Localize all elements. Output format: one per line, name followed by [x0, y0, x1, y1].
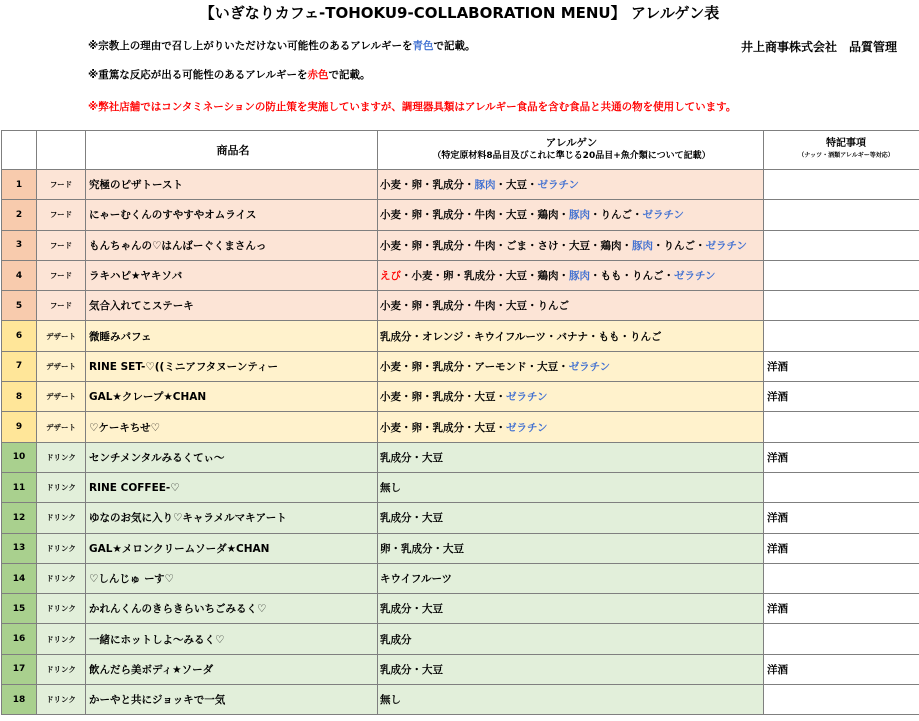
header-name: 商品名 — [86, 131, 378, 170]
header-allergen — [378, 131, 764, 170]
header-special-title: 特記事項 — [826, 138, 866, 149]
row-category: デザート — [37, 382, 86, 412]
row-category: フード — [37, 260, 86, 290]
row-category: ドリンク — [37, 472, 86, 502]
row-category: ドリンク — [37, 533, 86, 563]
header-category — [37, 131, 86, 170]
row-special-note: 洋酒 — [764, 351, 919, 381]
allergen-highlight-blue: ゼラチン — [506, 391, 548, 404]
row-product-name: RINE SET-♡((ミニアフタヌーンティー — [86, 351, 378, 381]
row-category: デザート — [37, 412, 86, 442]
table-row — [2, 594, 919, 624]
table-row — [2, 624, 919, 654]
row-product-name: RINE COFFEE-♡ — [86, 472, 378, 502]
allergen-text: 小麦・卵・乳成分・牛肉・大豆・りんご — [380, 300, 569, 313]
row-special-note: 洋酒 — [764, 503, 919, 533]
allergen-text: 小麦・卵・乳成分・牛肉・大豆・鶏肉・ — [380, 209, 569, 222]
row-product-name: GAL★メロンクリームソーダ★CHAN — [86, 533, 378, 563]
row-product-name: 気合入れてこステーキ — [86, 291, 378, 321]
table-row — [2, 685, 919, 715]
row-product-name: 微睡みパフェ — [86, 321, 378, 351]
row-category: ドリンク — [37, 594, 86, 624]
note-contamination: ※弊社店舗ではコンタミネーションの防止策を実施していますが、調理器具類はアレルギー食品を含む食品と共通の物を使用しています。 — [88, 101, 737, 113]
table-row — [2, 230, 919, 260]
note-religious-prefix: ※宗教上の理由で召し上がりいただけない可能性のあるアレルギーを — [88, 40, 413, 52]
table-row — [2, 503, 919, 533]
note-religious-em: 青色 — [412, 40, 434, 52]
row-special-note — [764, 321, 919, 351]
row-special-note — [764, 472, 919, 502]
allergen-text: ・大豆・ — [495, 179, 538, 192]
row-category: デザート — [37, 351, 86, 381]
header-no — [2, 131, 37, 170]
row-allergens — [378, 321, 764, 351]
allergen-text: 乳成分・大豆 — [380, 512, 443, 525]
row-allergens — [378, 563, 764, 593]
allergen-text: 小麦・卵・乳成分・アーモンド・大豆・ — [380, 360, 569, 373]
table-row — [2, 321, 919, 351]
table-row — [2, 351, 919, 381]
row-allergens — [378, 260, 764, 290]
row-category: デザート — [37, 321, 86, 351]
row-number: 10 — [2, 442, 37, 472]
row-category: フード — [37, 291, 86, 321]
table-row — [2, 170, 919, 200]
row-number: 18 — [2, 685, 37, 715]
row-allergens — [378, 624, 764, 654]
row-special-note — [764, 563, 919, 593]
row-special-note — [764, 624, 919, 654]
company-name: 井上商事株式会社 品質管理 — [740, 40, 897, 54]
row-number: 9 — [2, 412, 37, 442]
table-row — [2, 412, 919, 442]
row-allergens — [378, 200, 764, 230]
page-title: 【いぎなりカフェ-TOHOKU9-COLLABORATION MENU】 アレルゲン表 — [199, 4, 720, 22]
allergen-highlight-blue: 豚肉 — [474, 179, 496, 192]
row-number: 7 — [2, 351, 37, 381]
row-number: 5 — [2, 291, 37, 321]
row-allergens — [378, 654, 764, 684]
allergen-text: 小麦・卵・乳成分・大豆・ — [380, 391, 506, 404]
allergen-text: 小麦・卵・乳成分・牛肉・ごま・さけ・大豆・鶏肉・ — [380, 239, 632, 252]
row-category: ドリンク — [37, 654, 86, 684]
row-product-name: 究極のピザトースト — [86, 170, 378, 200]
allergen-highlight-blue: ゼラチン — [705, 239, 747, 252]
table-row — [2, 260, 919, 290]
row-number: 1 — [2, 170, 37, 200]
allergen-highlight-blue: ゼラチン — [537, 179, 579, 192]
row-special-note — [764, 291, 919, 321]
row-allergens — [378, 170, 764, 200]
row-number: 8 — [2, 382, 37, 412]
allergen-text: ・小麦・卵・乳成分・大豆・鶏肉・ — [401, 270, 569, 283]
row-allergens — [378, 412, 764, 442]
row-product-name: ♡ケーキちせ♡ — [86, 412, 378, 442]
row-number: 6 — [2, 321, 37, 351]
row-special-note — [764, 170, 919, 200]
row-special-note: 洋酒 — [764, 533, 919, 563]
row-category: ドリンク — [37, 685, 86, 715]
row-number: 2 — [2, 200, 37, 230]
row-product-name: ♡しんじゅ ーす♡ — [86, 563, 378, 593]
allergen-text: 無し — [380, 482, 401, 495]
row-allergens — [378, 382, 764, 412]
allergen-table — [1, 130, 919, 715]
row-allergens — [378, 291, 764, 321]
allergen-highlight-blue: 豚肉 — [569, 209, 590, 222]
table-row — [2, 563, 919, 593]
header-allergen-sub: （特定原材料8品目及びこれに準じる20品目+魚介類について記載） — [432, 151, 711, 161]
row-product-name: ラキハピ★ヤキソバ — [86, 260, 378, 290]
row-special-note — [764, 200, 919, 230]
row-category: ドリンク — [37, 624, 86, 654]
table-row — [2, 472, 919, 502]
note-severe-em: 赤色 — [307, 69, 329, 81]
row-number: 15 — [2, 594, 37, 624]
row-special-note: 洋酒 — [764, 442, 919, 472]
row-number: 4 — [2, 260, 37, 290]
row-allergens — [378, 351, 764, 381]
row-product-name: もんちゃんの♡はんばーぐくまさんっ — [86, 230, 378, 260]
row-product-name: センチメンタルみるくてぃ～ — [86, 442, 378, 472]
row-special-note — [764, 412, 919, 442]
header-special-sub: （ナッツ・酒類アレルギー等対応） — [798, 152, 894, 159]
table-header-row — [2, 131, 919, 170]
allergen-text: 乳成分 — [380, 633, 412, 646]
allergen-highlight-blue: ゼラチン — [506, 421, 548, 434]
table-row — [2, 200, 919, 230]
row-product-name: 一緒にホットしよ～みるく♡ — [86, 624, 378, 654]
row-category: フード — [37, 230, 86, 260]
row-number: 3 — [2, 230, 37, 260]
note-religious — [88, 38, 476, 54]
allergen-text: 小麦・卵・乳成分・ — [380, 179, 475, 192]
row-number: 13 — [2, 533, 37, 563]
note-severe-suffix: で記載。 — [328, 69, 371, 81]
note-severe — [88, 67, 371, 83]
allergen-text: ・もも・りんご・ — [590, 270, 674, 283]
table-row — [2, 442, 919, 472]
row-allergens — [378, 472, 764, 502]
allergen-text: 無し — [380, 694, 401, 707]
row-number: 16 — [2, 624, 37, 654]
allergen-text: ・りんご・ — [653, 239, 706, 252]
row-special-note: 洋酒 — [764, 382, 919, 412]
row-number: 17 — [2, 654, 37, 684]
table-body — [2, 170, 919, 715]
allergen-text: 乳成分・大豆 — [380, 603, 443, 616]
row-number: 14 — [2, 563, 37, 593]
allergen-highlight-blue: ゼラチン — [642, 209, 684, 222]
header-allergen-title: アレルゲン — [545, 137, 598, 149]
row-product-name: ゆなのお気に入り♡キャラメルマキアート — [86, 503, 378, 533]
row-category: フード — [37, 200, 86, 230]
allergen-highlight-blue: 豚肉 — [632, 239, 653, 252]
row-special-note — [764, 260, 919, 290]
row-special-note: 洋酒 — [764, 654, 919, 684]
row-product-name: にゃーむくんのすやすやオムライス — [86, 200, 378, 230]
row-allergens — [378, 594, 764, 624]
row-product-name: GAL★クレープ★CHAN — [86, 382, 378, 412]
row-product-name: かーやと共にジョッキで一気 — [86, 685, 378, 715]
row-category: ドリンク — [37, 563, 86, 593]
row-allergens — [378, 533, 764, 563]
note-religious-suffix: で記載。 — [433, 40, 476, 52]
row-special-note: 洋酒 — [764, 594, 919, 624]
row-category: ドリンク — [37, 503, 86, 533]
row-category: ドリンク — [37, 442, 86, 472]
row-special-note — [764, 230, 919, 260]
table-row — [2, 382, 919, 412]
allergen-text: キウイフルーツ — [380, 573, 453, 585]
allergen-highlight-blue: ゼラチン — [674, 270, 716, 283]
row-product-name: 飲んだら美ボディ★ソーダ — [86, 654, 378, 684]
row-special-note — [764, 685, 919, 715]
row-allergens — [378, 503, 764, 533]
row-category: フード — [37, 170, 86, 200]
allergen-text: 小麦・卵・乳成分・大豆・ — [380, 421, 506, 434]
allergen-text: 卵・乳成分・大豆 — [380, 542, 464, 555]
row-allergens — [378, 230, 764, 260]
row-product-name: かれんくんのきらきらいちごみるく♡ — [86, 594, 378, 624]
allergen-highlight-blue: ゼラチン — [568, 360, 611, 373]
allergen-text: 乳成分・大豆 — [380, 451, 443, 464]
table-row — [2, 291, 919, 321]
row-number: 12 — [2, 503, 37, 533]
row-allergens — [378, 442, 764, 472]
allergen-highlight-red: えび — [380, 270, 401, 283]
allergen-text: 乳成分・大豆 — [380, 663, 443, 676]
table-row — [2, 533, 919, 563]
header-special — [764, 131, 919, 170]
row-allergens — [378, 685, 764, 715]
allergen-highlight-blue: 豚肉 — [569, 270, 590, 283]
table-row — [2, 654, 919, 684]
allergen-text: 乳成分・オレンジ・キウイフルーツ・バナナ・もも・りんご — [380, 330, 662, 343]
allergen-text: ・りんご・ — [590, 209, 643, 222]
row-number: 11 — [2, 472, 37, 502]
note-severe-prefix: ※重篤な反応が出る可能性のあるアレルギーを — [88, 69, 308, 81]
